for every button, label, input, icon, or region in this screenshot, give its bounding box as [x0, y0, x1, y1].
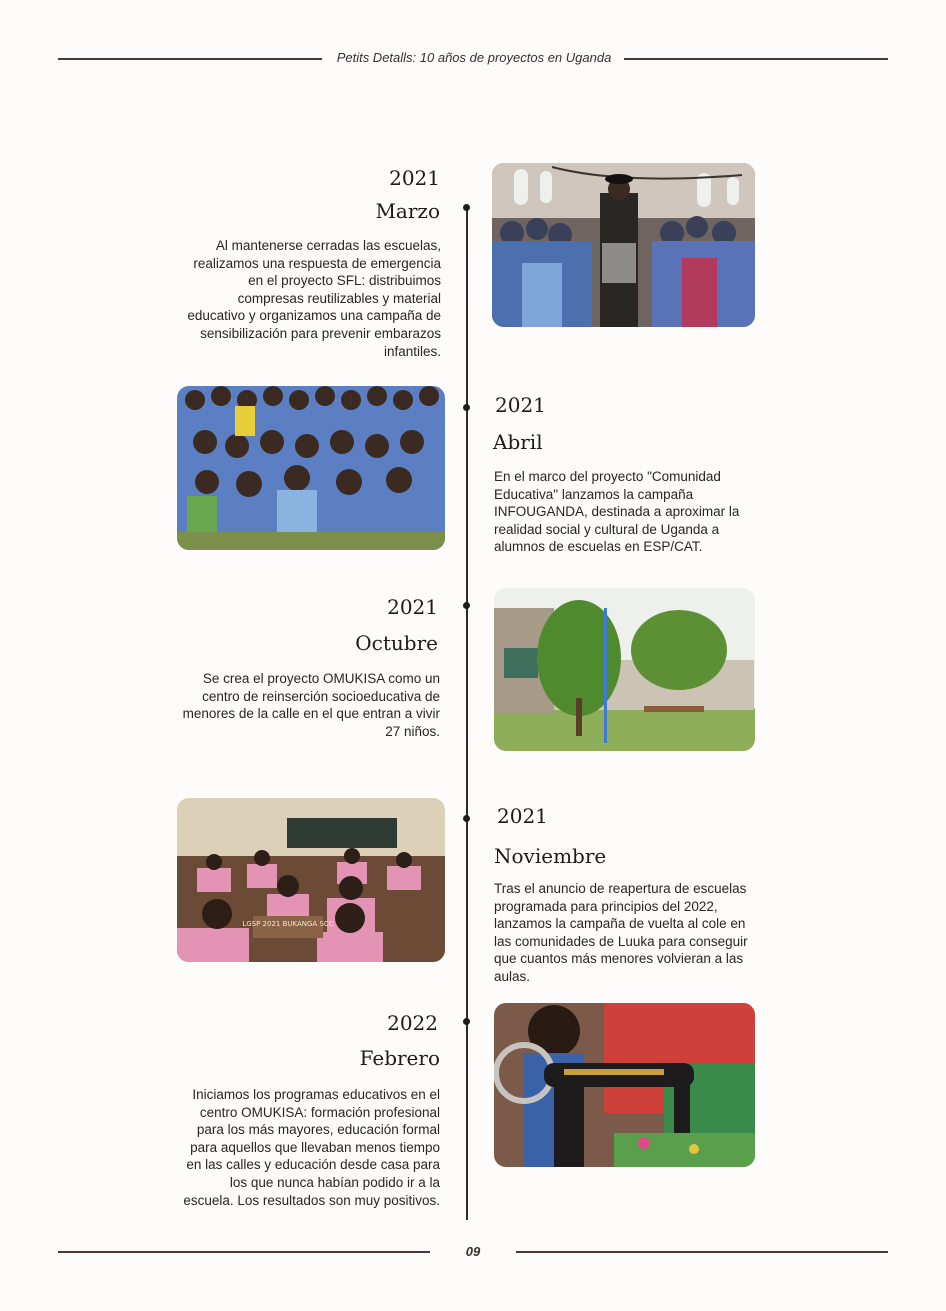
timeline-dot — [463, 1018, 470, 1025]
timeline-line — [466, 205, 468, 1220]
photo-schoolchildren-group — [177, 386, 445, 550]
timeline-month: Noviembre — [494, 844, 607, 868]
timeline-description: Iniciamos los programas educativos en el centro OMUKISA: formación profesional para los más mayores, educación formal para aquellos que llevaban menos tiempo en las calles y educación desde casa para los que nunca habían podido ir a la escuela. Los resultados son muy positivos. — [183, 1087, 440, 1208]
document-header-title: Petits Detalls: 10 años de proyectos en Uganda — [336, 50, 612, 65]
timeline-description: Al mantenerse cerradas las escuelas, realizamos una respuesta de emergencia en el proyecto SFL: distribuimos compresas reutilizables y material educativo y organizamos una campaña de sensibilización para prevenir embarazos infantiles. — [187, 238, 441, 359]
timeline-description: Se crea el proyecto OMUKISA como un centro de reinserción socioeducativa de menores de la calle en el que entran a vivir 27 niños. — [182, 671, 440, 739]
timeline-month: Febrero — [359, 1046, 440, 1070]
timeline-year: 2021 — [387, 595, 438, 619]
timeline-year: 2022 — [387, 1011, 438, 1035]
timeline-month: Octubre — [355, 631, 438, 655]
timeline-dot — [463, 602, 470, 609]
timeline-year: 2021 — [497, 804, 548, 828]
photo-sewing-machine — [494, 1003, 755, 1167]
timeline-dot — [463, 815, 470, 822]
timeline-description: Tras el anuncio de reapertura de escuelas programada para principios del 2022, lanzamos la campaña de vuelta al cole en las comunidades de Luuka para conseguir que cuantos más menores volvieran a las aulas. — [494, 881, 748, 984]
timeline-dot — [463, 404, 470, 411]
classroom-desk-sign: LGSP 2021 BUKANGA SCC — [242, 920, 334, 928]
footer-rule-right — [516, 1251, 888, 1253]
timeline-year: 2021 — [495, 393, 546, 417]
header-rule-left — [58, 58, 322, 60]
timeline-year: 2021 — [389, 166, 440, 190]
timeline-description: En el marco del proyecto "Comunidad Educativa" lanzamos la campaña INFOUGANDA, destinada a aproximar la realidad social y cultural de Uganda a alumnos de escuelas en ESP/CAT. — [494, 469, 740, 555]
timeline-dot — [463, 204, 470, 211]
photo-tree-courtyard — [494, 588, 755, 751]
timeline-month: Marzo — [375, 199, 440, 223]
footer-rule-left — [58, 1251, 430, 1253]
page-number: 09 — [465, 1244, 481, 1259]
photo-community-meeting — [492, 163, 755, 327]
photo-classroom — [177, 798, 445, 962]
timeline-month: Abril — [493, 430, 543, 454]
header-rule-right — [624, 58, 888, 60]
